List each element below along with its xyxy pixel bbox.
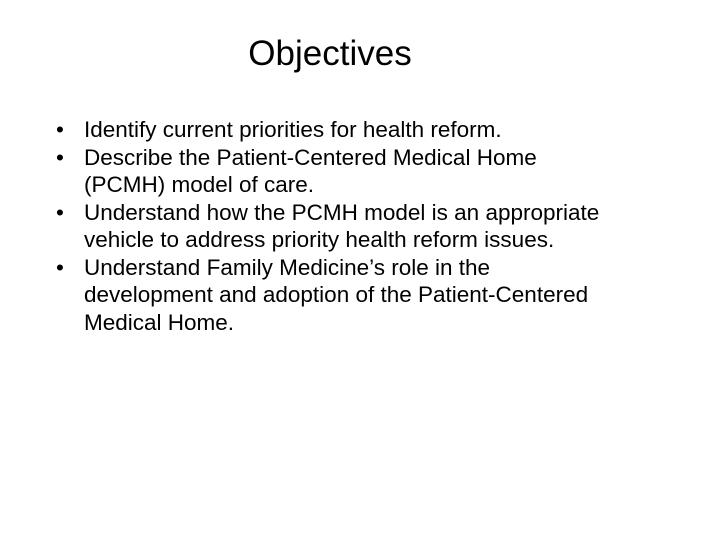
bullet-icon: • — [56, 254, 64, 280]
slide-title: Objectives — [248, 34, 412, 73]
list-item — [56, 254, 616, 337]
list-item — [56, 116, 616, 144]
objectives-list — [56, 116, 616, 336]
bullet-text: Understand Family Medicine’s role in the development and adoption of the Patient-Centered Medical Home. — [84, 254, 589, 335]
bullet-text: Describe the Patient-Centered Medical Home (PCMH) model of care. — [84, 144, 537, 197]
list-item — [56, 199, 616, 254]
bullet-text: Understand how the PCMH model is an appropriate vehicle to address priority health reform issues. — [84, 199, 600, 252]
bullet-icon: • — [56, 199, 64, 225]
list-item — [56, 144, 616, 199]
bullet-text: Identify current priorities for health reform. — [84, 117, 502, 142]
bullet-icon: • — [56, 117, 64, 142]
bullet-icon: • — [56, 144, 64, 170]
